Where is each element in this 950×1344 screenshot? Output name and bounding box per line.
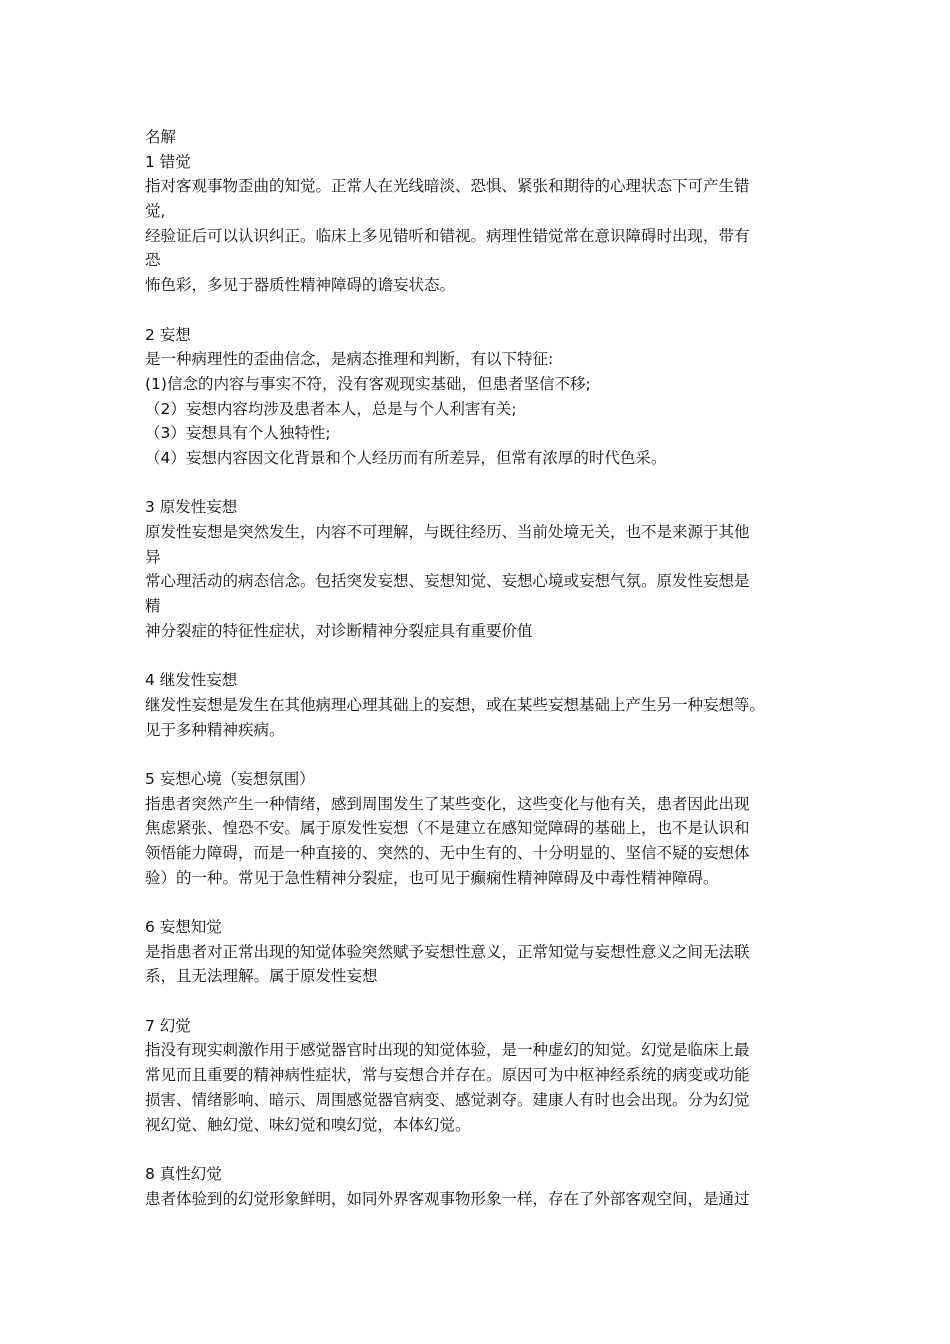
section-6 [145,915,810,989]
paragraph-line: 指对客观事物歪曲的知觉。正常人在光线暗淡、恐惧、紧张和期待的心理状态下可产生错 [145,177,750,196]
paragraph-line: 焦虑紧张、惶恐不安。属于原发性妄想（不是建立在感知觉障碍的基础上，也不是认识和 [145,819,750,838]
section-7 [145,1014,810,1137]
paragraph-line: 精 [145,597,161,616]
paragraph-line: 常心理活动的病态信念。包括突发妄想、妄想知觉、妄想心境或妄想气氛。原发性妄想是 [145,572,750,591]
paragraph-line: 患者体验到的幻觉形象鲜明，如同外界客观事物形象一样，存在了外部客观空间，是通过 [145,1189,750,1208]
section-1 [145,150,810,298]
paragraph-line: 继发性妄想是发生在其他病理心理其础上的妄想，或在某些妄想基础上产生另一种妄想等。 [145,695,766,714]
paragraph-line: 常见而且重要的精神病性症状，常与妄想合并存在。原因可为中枢神经系统的病变或功能 [145,1066,750,1085]
paragraph-line: 指没有现实刺激作用于感觉器官时出现的知觉体验，是一种虚幻的知觉。幻觉是临床上最 [145,1041,750,1060]
paragraph-line: 指患者突然产生一种情绪，感到周围发生了某些变化，这些变化与他有关，患者因此出现 [145,794,750,813]
section-gap [145,742,810,767]
paragraph-line: 怖色彩，多见于器质性精神障碍的谵妄状态。 [145,276,456,295]
paragraph-line: 异 [145,547,161,566]
section-gap [145,989,810,1014]
section-gap [145,1137,810,1162]
section-title: 5 妄想心境（妄想氛围） [145,769,315,788]
paragraph-line: （3）妄想具有个人独特性; [145,424,331,443]
paragraph-line: 见于多种精神疾病。 [145,720,285,739]
section-title: 8 真性幻觉 [145,1164,222,1183]
document-page [145,125,810,1211]
paragraph-line: 原发性妄想是突然发生，内容不可理解，与既往经历、当前处境无关，也不是来源于其他 [145,523,750,541]
paragraph-line: （4）妄想内容因文化背景和个人经历而有所差异，但常有浓厚的时代色采。 [145,448,667,467]
paragraph-line: 是指患者对正常出现的知觉体验突然赋予妄想性意义，正常知觉与妄想性意义之间无法联 [145,942,750,961]
section-2 [145,323,810,471]
section-title: 6 妄想知觉 [145,918,222,936]
section-title: 4 继发性妄想 [145,671,238,690]
section-4 [145,668,810,742]
section-gap [145,298,810,323]
section-title: 2 妄想 [145,325,191,344]
paragraph-line: 觉, [145,202,166,221]
paragraph-line: 是一种病理性的歪曲信念，是病态推理和判断，有以下特征: [145,350,554,369]
paragraph-line: （2）妄想内容均涉及患者本人，总是与个人利害有关; [145,399,517,418]
paragraph-line: 恐 [145,251,161,270]
section-gap [145,890,810,915]
section-gap [145,471,810,496]
section-5 [145,767,810,890]
paragraph-line: 领悟能力障碍，而是一种直接的、突然的、无中生有的、十分明显的、坚信不疑的妄想体 [145,843,750,862]
section-8 [145,1162,810,1211]
paragraph-line: 损害、情绪影响、暗示、周围感觉器官病变、感觉剥夺。建康人有时也会出现。分为幻觉 [145,1090,750,1109]
section-3 [145,495,810,643]
section-title: 3 原发性妄想 [145,498,238,517]
paragraph-line: 经验证后可以认识纠正。临床上多见错听和错视。病理性错觉常在意识障碍时出现，带有 [145,226,750,245]
paragraph-line: 视幻觉、触幻觉、味幻觉和嗅幻觉，本体幻觉。 [145,1115,471,1134]
paragraph-line: 神分裂症的特征性症状，对诊断精神分裂症具有重要价值 [145,621,533,640]
document-heading: 名解 [145,128,177,146]
section-title: 1 错觉 [145,152,191,171]
section-gap [145,643,810,668]
paragraph-line: 系，且无法理解。属于原发性妄想 [145,967,378,986]
section-title: 7 幻觉 [145,1016,191,1035]
paragraph-line: 验）的一种。常见于急性精神分裂症，也可见于癫痫性精神障碍及中毒性精神障碍。 [145,868,719,887]
paragraph-line: (1)信念的内容与事实不符，没有客观现实基础，但患者坚信不移; [145,374,591,393]
